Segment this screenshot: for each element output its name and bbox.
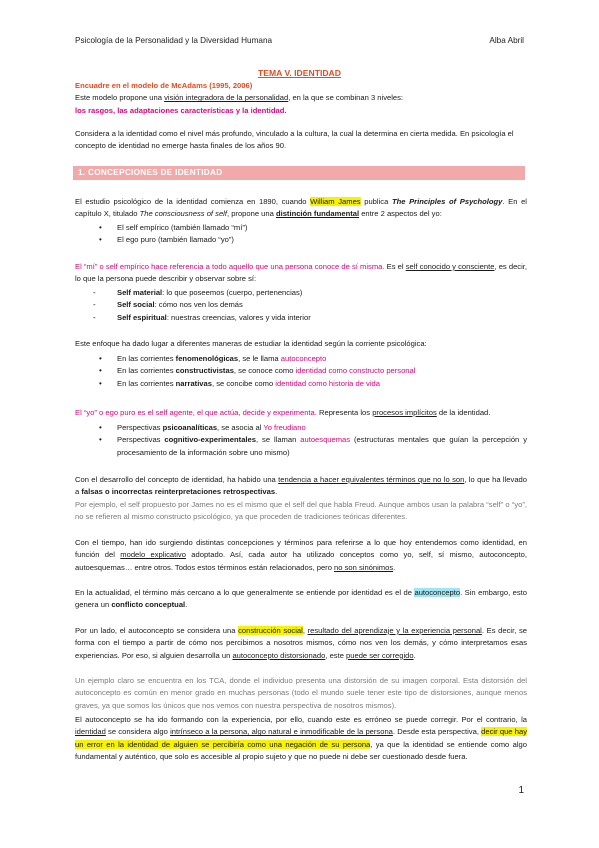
intro-line1: Este modelo propone una visión integradora de la personalidad, en la que se combinan 3 niveles:: [75, 93, 404, 103]
page-number: 1: [518, 785, 524, 796]
paragraph-self-empirico: El “mí” o self empírico hace referencia a todo aquello que una persona conoce de sí misma. Es el self conocido y consciente, es decir, lo que la persona puede describir y observar sobre sí:: [75, 262, 527, 284]
list-item: • El ego puro (también llamado “yo”): [75, 234, 527, 246]
list-item: - Self material: lo que poseemos (cuerpo, pertenencias): [75, 287, 527, 299]
header-course: Psicología de la Personalidad y la Diversidad Humana: [75, 36, 273, 45]
intro-heading: Encuadre en el modelo de McAdams (1995, 2006): [75, 81, 253, 90]
ego-perspectives-list: [75, 422, 527, 459]
paragraph-enfoques: Este enfoque ha dado lugar a diferentes maneras de estudiar la identidad según la corriente psicológica:: [75, 339, 427, 348]
paragraph-tendencia: Con el desarrollo del concepto de identidad, ha habido una tendencia a hacer equivalentes términos que no lo son, lo que ha llevado a falsas o incorrectas reinterpretaciones retrospectivas.: [75, 475, 527, 497]
list-item: - Self social: cómo nos ven los demás: [75, 299, 527, 311]
intro-block: [75, 80, 527, 117]
list-item: - Self espiritual: nuestras creencias, valores y vida interior: [75, 312, 527, 324]
self-bullets: [75, 222, 527, 247]
paragraph-william-james: El estudio psicológico de la identidad comienza en 1890, cuando William James publica The Principles of Psychology. En el capítulo X, titulado The consciousness of self, propone una distinción fundamental entre 2 aspectos del yo:: [75, 197, 527, 219]
currents-list: [75, 353, 527, 390]
page-header: [75, 36, 524, 45]
paragraph-ejemplo-tca: Un ejemplo claro se encuentra en los TCA, donde el individuo presenta una distorsión de su imagen corporal. Esta distorsión del autoconcepto es común en menor grado en muchas personas (todo el mundo suele tener este tipo de distorsiones, aunque menos graves, ya que somos los únicos que nos vemos con nuestra perspectiva de nosotros mismos).: [75, 676, 527, 710]
list-item: • En las corrientes narrativas, se concibe como identidad como historia de vida: [75, 378, 527, 390]
self-types-list: [75, 287, 527, 324]
document-title: TEMA V. IDENTIDAD: [258, 68, 341, 78]
paragraph-ego-puro: El “yo” o ego puro es el self agente, el que actúa, decide y experimenta. Representa los procesos implícitos de la identidad.: [75, 408, 491, 417]
paragraph-ejemplo-freud: Por ejemplo, el self propuesto por James no es el mismo que el self del que habla Freud. Aunque ambos usan la palabra “self” o “yo”, no se refieren al mismo constructo psicológico, ya que proceden de tradiciones teóricas diferentes.: [75, 500, 527, 522]
paragraph-identidad: El autoconcepto se ha ido formando con la experiencia, por ello, cuando este es erróneo se puede corregir. Por el contrario, la identidad se considera algo intrínseco a la persona, algo natural e inmodificable de la persona. Desde esta perspectiva, decir que hay un error en la identidad de alguien se percibiría como una negación de su persona, ya que la identidad se entiende como algo fundamental y auténtico, que solo es accesible al propio sujeto y que no puede ni debe ser cuestionado desde fuera.: [75, 715, 528, 761]
list-item: • El self empírico (también llamado “mí”): [75, 222, 527, 234]
intro-line2: los rasgos, las adaptaciones características y la identidad.: [75, 105, 287, 115]
list-item: • Perspectivas psicoanalíticas, se asocia al Yo freudiano: [75, 422, 527, 434]
paragraph-construccion-social: Por un lado, el autoconcepto se considera una construcción social, resultado del aprendizaje y la experiencia personal. Es decir, se forma con el tiempo a partir de cómo nos percibimos a nosotros mismos, cómo nos ven los demás, y cómo interpretamos esas experiencias. Por eso, si alguien desarrolla un autoconcepto distorsionado, este puede ser corregido.: [75, 626, 527, 660]
paragraph-autoconcepto: En la actualidad, el término más cercano a lo que generalmente se entiende por identidad es el de autoconcepto. Sin embargo, esto genera un conflicto conceptual.: [75, 588, 527, 610]
section-heading: 1. CONCEPCIONES DE IDENTIDAD: [73, 166, 525, 180]
paragraph-concepciones: Con el tiempo, han ido surgiendo distintas concepciones y términos para referirse a lo que hoy entendemos como identidad, en función del modelo explicativo adoptado. Así, cada autor ha utilizado conceptos como yo, self, sí mismo, autoconcepto, autoesquemas… entre otros. Todos estos términos están relacionados, pero no son sinónimos.: [75, 538, 527, 572]
list-item: • Perspectivas cognitivo-experimentales, se llaman autoesquemas (estructuras mentales que guían la percepción y procesamiento de la información sobre uno mismo): [75, 434, 527, 459]
intro-paragraph: Considera a la identidad como el nivel más profundo, vinculado a la cultura, la cual la determina en cierta medida. En psicología el concepto de identidad no emerge hasta finales de los años 90.: [75, 129, 514, 151]
list-item: • En las corrientes fenomenológicas, se le llama autoconcepto: [75, 353, 527, 365]
header-author: Alba Abril: [489, 36, 524, 45]
list-item: • En las corrientes constructivistas, se conoce como identidad como constructo personal: [75, 365, 527, 377]
